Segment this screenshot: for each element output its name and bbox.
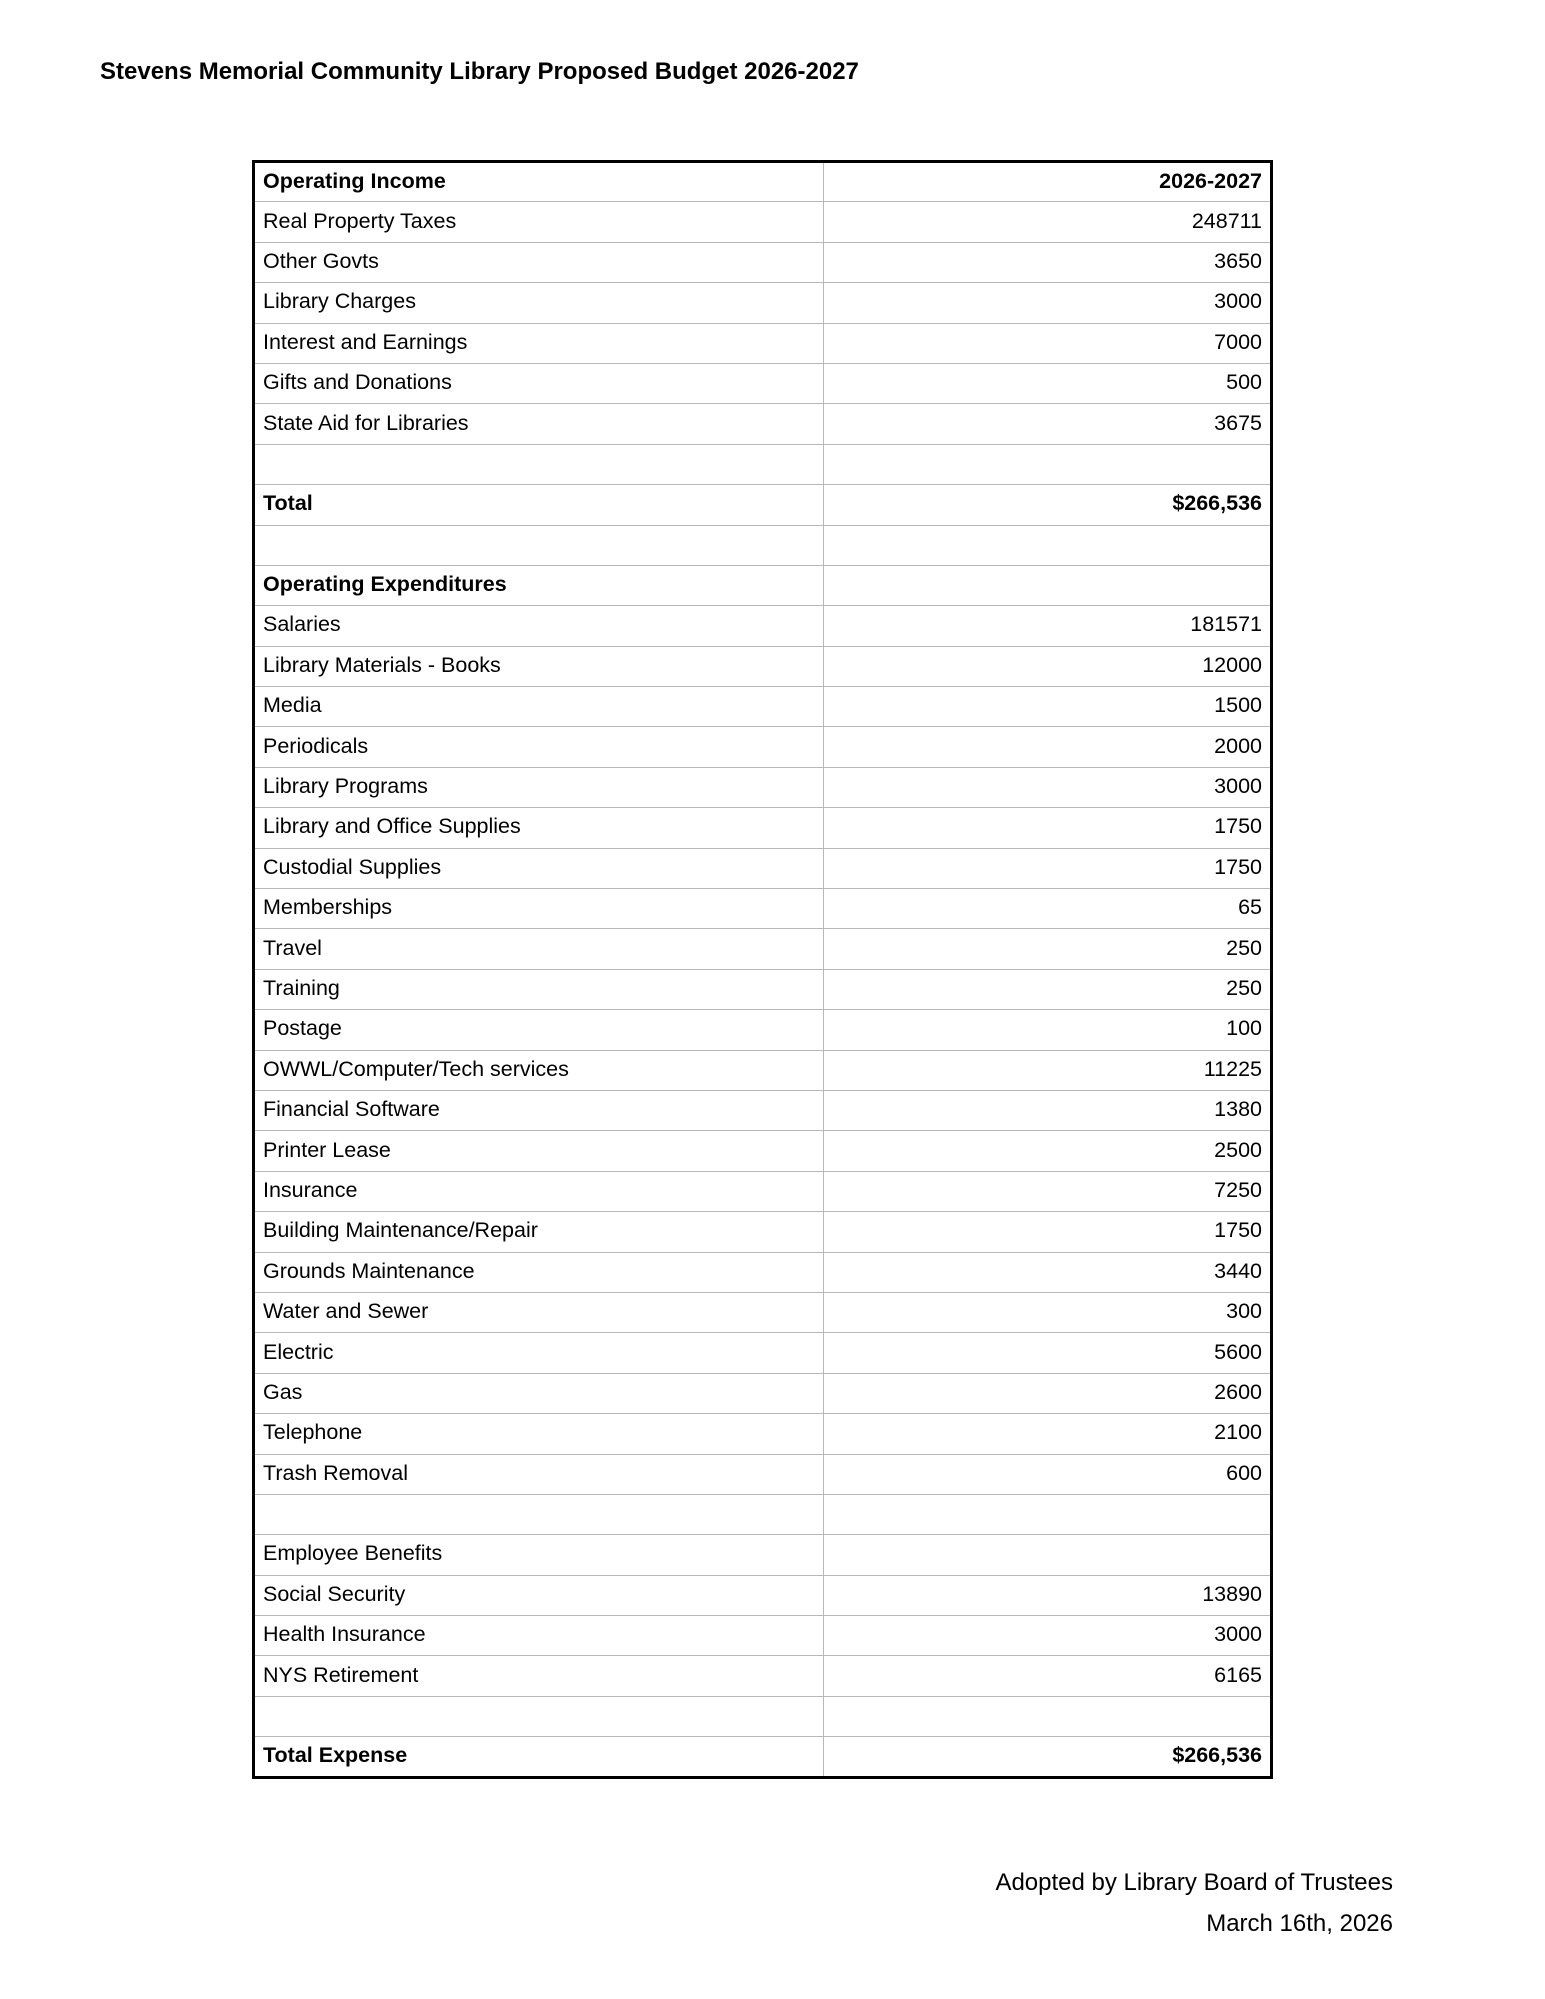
row-label-cell: Employee Benefits	[254, 1535, 824, 1575]
row-label-cell: Total Expense	[254, 1737, 824, 1777]
table-row	[254, 1616, 1272, 1656]
row-label-cell: State Aid for Libraries	[254, 404, 824, 444]
row-value-cell: 2000	[824, 727, 1272, 767]
table-row	[254, 1171, 1272, 1211]
row-label-cell	[254, 444, 824, 484]
row-value-cell: 1750	[824, 1212, 1272, 1252]
table-row	[254, 1494, 1272, 1534]
table-row	[254, 848, 1272, 888]
row-label-cell: Water and Sewer	[254, 1292, 824, 1332]
row-label-cell: Salaries	[254, 606, 824, 646]
row-value-cell: 250	[824, 969, 1272, 1009]
row-label-cell: Postage	[254, 1010, 824, 1050]
row-value-cell: 600	[824, 1454, 1272, 1494]
table-row	[254, 1535, 1272, 1575]
row-value-cell: 65	[824, 889, 1272, 929]
table-row	[254, 1212, 1272, 1252]
table-row	[254, 1292, 1272, 1332]
table-row	[254, 1737, 1272, 1777]
table-row	[254, 727, 1272, 767]
row-value-cell: 3000	[824, 1616, 1272, 1656]
table-row	[254, 1131, 1272, 1171]
row-value-cell: $266,536	[824, 485, 1272, 525]
row-label-cell: Custodial Supplies	[254, 848, 824, 888]
header-label-cell: Operating Income	[254, 162, 824, 202]
row-label-cell: Printer Lease	[254, 1131, 824, 1171]
row-label-cell: Total	[254, 485, 824, 525]
row-label-cell: Library Materials - Books	[254, 646, 824, 686]
row-label-cell: Travel	[254, 929, 824, 969]
table-row	[254, 606, 1272, 646]
table-row	[254, 1090, 1272, 1130]
row-value-cell: 6165	[824, 1656, 1272, 1696]
row-value-cell: 1500	[824, 687, 1272, 727]
row-label-cell: Library Charges	[254, 283, 824, 323]
row-label-cell: OWWL/Computer/Tech services	[254, 1050, 824, 1090]
row-label-cell: Insurance	[254, 1171, 824, 1211]
adoption-note-line2: March 16th, 2026	[1206, 1910, 1393, 1938]
table-row	[254, 1454, 1272, 1494]
row-label-cell: Grounds Maintenance	[254, 1252, 824, 1292]
row-value-cell	[824, 1696, 1272, 1736]
row-value-cell: 11225	[824, 1050, 1272, 1090]
row-label-cell: Library and Office Supplies	[254, 808, 824, 848]
row-label-cell: Other Govts	[254, 242, 824, 282]
row-value-cell: 100	[824, 1010, 1272, 1050]
row-value-cell: 2500	[824, 1131, 1272, 1171]
row-value-cell	[824, 1535, 1272, 1575]
row-value-cell: 2100	[824, 1414, 1272, 1454]
row-label-cell: Real Property Taxes	[254, 202, 824, 242]
row-label-cell: Electric	[254, 1333, 824, 1373]
table-row	[254, 929, 1272, 969]
table-row	[254, 323, 1272, 363]
table-row	[254, 1414, 1272, 1454]
row-label-cell: Financial Software	[254, 1090, 824, 1130]
row-label-cell: Interest and Earnings	[254, 323, 824, 363]
table-row	[254, 1252, 1272, 1292]
row-value-cell	[824, 444, 1272, 484]
row-value-cell: 3000	[824, 767, 1272, 807]
row-value-cell	[824, 525, 1272, 565]
budget-table	[252, 160, 1273, 1779]
row-value-cell: 3000	[824, 283, 1272, 323]
row-value-cell: 500	[824, 363, 1272, 403]
table-row	[254, 767, 1272, 807]
row-value-cell: 1750	[824, 848, 1272, 888]
row-label-cell	[254, 525, 824, 565]
row-value-cell: $266,536	[824, 1737, 1272, 1777]
table-row	[254, 687, 1272, 727]
row-label-cell: Telephone	[254, 1414, 824, 1454]
budget-table-body	[254, 202, 1272, 1777]
adoption-note	[995, 1862, 1393, 1945]
table-row	[254, 1373, 1272, 1413]
table-row	[254, 1696, 1272, 1736]
table-row	[254, 283, 1272, 323]
row-value-cell: 1750	[824, 808, 1272, 848]
row-label-cell	[254, 1494, 824, 1534]
adoption-note-line1: Adopted by Library Board of Trustees	[995, 1869, 1393, 1896]
row-label-cell: Gifts and Donations	[254, 363, 824, 403]
row-value-cell: 7250	[824, 1171, 1272, 1211]
row-value-cell: 3440	[824, 1252, 1272, 1292]
row-label-cell: Social Security	[254, 1575, 824, 1615]
table-row	[254, 1656, 1272, 1696]
row-label-cell: Trash Removal	[254, 1454, 824, 1494]
row-label-cell: Gas	[254, 1373, 824, 1413]
table-row	[254, 444, 1272, 484]
row-value-cell: 250	[824, 929, 1272, 969]
page-title: Stevens Memorial Community Library Proposed Budget 2026-2027	[100, 58, 859, 85]
row-value-cell	[824, 1494, 1272, 1534]
table-row	[254, 1575, 1272, 1615]
row-label-cell: Memberships	[254, 889, 824, 929]
row-label-cell: Library Programs	[254, 767, 824, 807]
row-label-cell: NYS Retirement	[254, 1656, 824, 1696]
table-row	[254, 565, 1272, 605]
row-value-cell: 248711	[824, 202, 1272, 242]
table-row	[254, 363, 1272, 403]
table-row	[254, 646, 1272, 686]
row-value-cell: 1380	[824, 1090, 1272, 1130]
row-label-cell: Periodicals	[254, 727, 824, 767]
header-value-cell: 2026-2027	[824, 162, 1272, 202]
row-value-cell: 3675	[824, 404, 1272, 444]
row-value-cell: 7000	[824, 323, 1272, 363]
row-label-cell: Building Maintenance/Repair	[254, 1212, 824, 1252]
row-value-cell: 5600	[824, 1333, 1272, 1373]
row-value-cell: 12000	[824, 646, 1272, 686]
table-row	[254, 808, 1272, 848]
table-row	[254, 1050, 1272, 1090]
table-header-row	[254, 162, 1272, 202]
table-row	[254, 525, 1272, 565]
table-row	[254, 1010, 1272, 1050]
row-value-cell	[824, 565, 1272, 605]
row-value-cell: 2600	[824, 1373, 1272, 1413]
table-row	[254, 969, 1272, 1009]
table-row	[254, 242, 1272, 282]
row-value-cell: 13890	[824, 1575, 1272, 1615]
row-label-cell	[254, 1696, 824, 1736]
table-row	[254, 485, 1272, 525]
table-row	[254, 404, 1272, 444]
row-label-cell: Training	[254, 969, 824, 1009]
table-row	[254, 202, 1272, 242]
row-value-cell: 300	[824, 1292, 1272, 1332]
row-label-cell: Health Insurance	[254, 1616, 824, 1656]
table-row	[254, 1333, 1272, 1373]
row-value-cell: 181571	[824, 606, 1272, 646]
row-value-cell: 3650	[824, 242, 1272, 282]
row-label-cell: Media	[254, 687, 824, 727]
row-label-cell: Operating Expenditures	[254, 565, 824, 605]
table-row	[254, 889, 1272, 929]
